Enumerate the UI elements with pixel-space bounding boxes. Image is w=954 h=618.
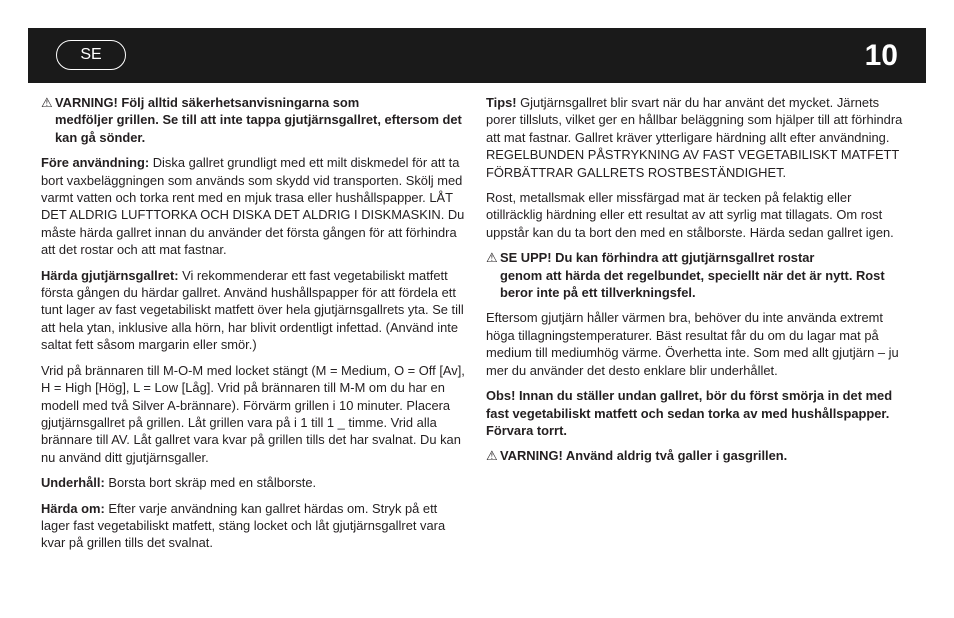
page-number: 10: [864, 39, 898, 72]
seasoning-label: Härda gjutjärnsgallret:: [41, 267, 179, 283]
before-use-text: Diska gallret grundligt med ett milt diskmedel för att ta bort vaxbeläggningen som används som skydd vid transporten. Skölj med varmt vatten och torka rent med en mjuk trasa eller hushållspapper. LÅT DET ALDRIG LUFTTORKA OCH DISKA DET ALDRIG I DISKMASKIN. Du måste härda gallret innan du använder det första gången för att förhindra att det rostar och att mat fastnar.: [41, 155, 465, 258]
caution-rest: genom att härda det regelbundet, speciellt när det är nytt. Rost beror inte på ett tillverkningsfel.: [500, 267, 885, 301]
warning2-block: [486, 447, 910, 464]
left-column: [41, 94, 469, 560]
rust-taste-paragraph: Rost, metallsmak eller missfärgad mat är tecken på felaktig eller otillräcklig härdning eller ett resultat av att syrlig mat tillagats. Om rost uppstår kan du ta bort den med en stålborste. Härda sedan gallret igen.: [486, 190, 894, 240]
warning-triangle-icon: ⚠: [41, 95, 53, 110]
tips-label: Tips!: [486, 95, 517, 110]
reseason-text: Efter varje användning kan gallret härdas om. Stryk på ett lager fast vegetabiliskt matfett, stäng locket och låt gjutjärnsgallret vara kvar på grillen tills det svalnat.: [41, 500, 446, 551]
right-column: [486, 94, 910, 473]
warning-triangle-icon: ⚠: [486, 448, 498, 464]
before-use-paragraph: [41, 154, 469, 258]
caution-line1: SE UPP! Du kan förhindra att gjutjärnsgallret rostar: [500, 250, 815, 266]
language-badge: SE: [56, 40, 126, 70]
warning-rest: medföljer grillen. Se till att inte tappa gjutjärnsgallret, eftersom det kan gå sönder.: [55, 112, 462, 145]
storage-paragraph: Obs! Innan du ställer undan gallret, bör du först smörja in det med fast vegetabiliskt matfett och sedan torka av med hushållspapper. Förvara torrt.: [486, 388, 893, 438]
reseason-label: Härda om:: [41, 500, 105, 516]
reseason-paragraph: [41, 500, 469, 552]
before-use-label: Före användning:: [41, 155, 150, 171]
seasoning-text: Vi rekommenderar ett fast vegetabiliskt matfett första gången du härdar gallret. Använd hushållspapper för att fördela ett tunt lager av fast vegetabiliskt matfett över hela gjutjärnsgallrets yta. Se till att hela ytan, inklusive alla hörn, har blivit ordentligt infettad. (Använd inte saltat fett såsom margarin eller smör.): [41, 267, 464, 353]
heat-paragraph: Eftersom gjutjärn håller värmen bra, behöver du inte använda extremt höga tillagningstemperaturer. Bäst resultat får du om du lagar mat på medium till mediumhög värme. Överhetta inte. Som med allt gjutjärn – ju mer du använder det desto enklare blir underhållet.: [486, 310, 899, 378]
tips-text: Gjutjärnsgallret blir svart när du har använt det mycket. Järnets porer tillsluts, vilket ger en hållbar beläggning som hjälper till att förhindra att mat fastnar. Gallret kräver ytterligare härdning allt efter användning. REGELBUNDEN PÅSTRYKNING AV FAST VEGETABILISKT MATFETT FÖRBÄTTRAR GALLRETS ROSTBESTÄNDIGHET.: [486, 95, 903, 180]
burners-paragraph: Vrid på brännaren till M-O-M med locket stängt (M = Medium, O = Off [Av], H = High [Hög], L = Low [Låg]. Vrid på brännaren till M-M om du har en modell med två Silver A-brännare). Förvärm grillen i 10 minuter. Placera gjutjärnsgallret på grillen. Låt grillen vara på i 1 till 1 _ timme. Vrid alla brännare till AV. Låt gallret vara kvar på grillen tills det har svalnat. Du kan nu använd ditt gjutjärnsgaller.: [41, 362, 465, 465]
warning2-text: VARNING! Använd aldrig två galler i gasgrillen.: [500, 448, 788, 464]
maintenance-label: Underhåll:: [41, 475, 105, 491]
maintenance-paragraph: [41, 474, 469, 491]
warning-line1: VARNING! Följ alltid säkerhetsanvisningarna som: [55, 95, 360, 110]
warning-block: [41, 94, 469, 146]
page-header: [28, 28, 926, 83]
maintenance-text: Borsta bort skräp med en stålborste.: [108, 475, 317, 491]
seasoning-paragraph: [41, 267, 469, 354]
warning-triangle-icon: ⚠: [486, 250, 498, 266]
tips-paragraph: [486, 94, 910, 181]
caution-block: [486, 249, 910, 301]
